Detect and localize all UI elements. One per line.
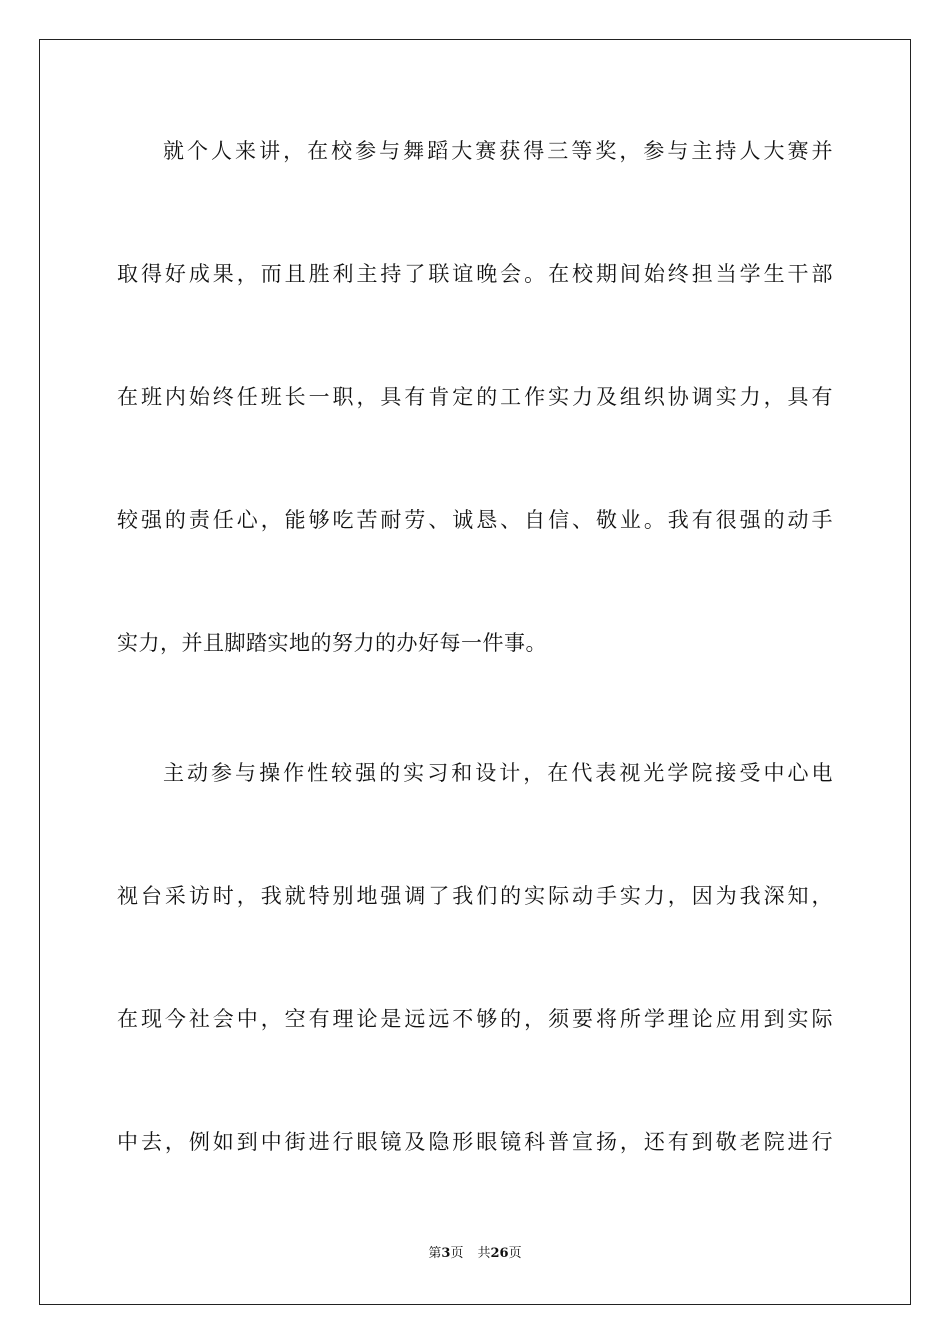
paragraph-1-line-5: 实力，并且脚踏实地的努力的办好每一件事。	[117, 631, 547, 655]
total-pages: 26	[490, 1246, 509, 1261]
page-border	[39, 39, 911, 1305]
page-footer	[0, 1245, 950, 1263]
paragraph-1-line-3: 在班内始终任班长一职，具有肯定的工作实力及组织协调实力，具有	[117, 385, 833, 409]
page-number: 3	[441, 1246, 451, 1261]
paragraph-2-line-3: 在现今社会中，空有理论是远远不够的，须要将所学理论应用到实际	[117, 1007, 833, 1031]
paragraph-2-line-1: 主动参与操作性较强的实习和设计，在代表视光学院接受中心电	[163, 761, 833, 785]
paragraph-1-line-1: 就个人来讲，在校参与舞蹈大赛获得三等奖，参与主持人大赛并	[163, 139, 833, 163]
total-suffix: 页	[508, 1246, 522, 1261]
paragraph-1-line-4: 较强的责任心，能够吃苦耐劳、诚恳、自信、敬业。我有很强的动手	[117, 508, 833, 532]
paragraph-2-line-2: 视台采访时，我就特别地强调了我们的实际动手实力，因为我深知，	[117, 884, 833, 908]
paragraph-2-line-4: 中去，例如到中街进行眼镜及隐形眼镜科普宣扬，还有到敬老院进行	[117, 1130, 833, 1154]
page-prefix: 第	[428, 1246, 442, 1261]
paragraph-1-line-2: 取得好成果，而且胜利主持了联谊晚会。在校期间始终担当学生干部	[117, 262, 833, 286]
total-prefix: 共	[477, 1246, 491, 1261]
page-suffix: 页	[450, 1246, 464, 1261]
